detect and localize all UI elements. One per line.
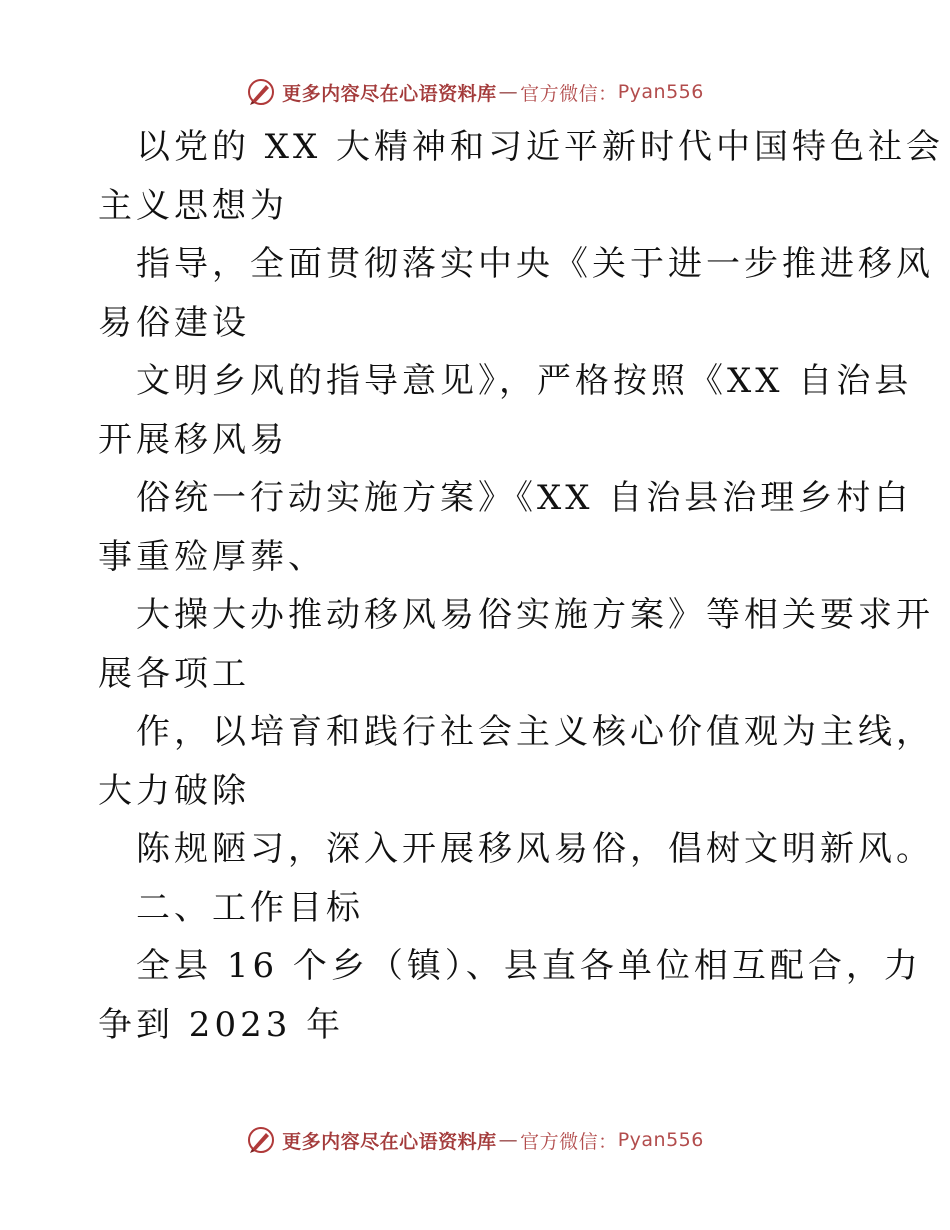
text-line: 开展移风易 [98, 419, 288, 460]
watermark-separator: — [498, 1129, 519, 1151]
pen-logo-icon [246, 1125, 276, 1155]
watermark-contact-id: Pyan556 [617, 1129, 704, 1151]
text-line: 俗统一行动实施方案》《XX 自治县治理乡村白 [136, 478, 913, 518]
watermark-contact-label: 官方微信： [520, 1130, 618, 1153]
text-line: 指导，全面贯彻落实中央《关于进一步推进移风 [136, 244, 934, 284]
pen-logo-icon [246, 77, 276, 107]
document-body [98, 118, 945, 1054]
text-line: 大力破除 [98, 770, 250, 811]
watermark-contact-id: Pyan556 [617, 81, 704, 103]
watermark-contact-label: 官方微信： [520, 82, 618, 105]
text-line: 事重殓厚葬、 [98, 536, 326, 577]
watermark-separator: — [498, 81, 519, 103]
watermark-text: 更多内容尽在心语资料库 [282, 82, 497, 105]
text-line: 争到 2023 年 [98, 1004, 345, 1045]
section-heading: 二、工作目标 [136, 887, 364, 928]
text-line: 作，以培育和践行社会主义核心价值观为主线， [136, 712, 934, 752]
text-line: 全县 16 个乡（镇）、县直各单位相互配合，力 [136, 946, 922, 986]
watermark-text: 更多内容尽在心语资料库 [282, 1130, 497, 1153]
text-line: 主义思想为 [98, 185, 288, 226]
text-line: 文明乡风的指导意见》，严格按照《XX 自治县 [136, 361, 913, 401]
text-line: 易俗建设 [98, 302, 250, 343]
text-line: 陈规陋习，深入开展移风易俗，倡树文明新风。 [136, 829, 934, 869]
footer-watermark [0, 1120, 950, 1160]
header-watermark [0, 72, 950, 112]
text-line: 大操大办推动移风易俗实施方案》等相关要求开 [136, 595, 934, 635]
text-line: 以党的 XX 大精神和习近平新时代中国特色社会 [136, 127, 945, 167]
text-line: 展各项工 [98, 653, 250, 694]
